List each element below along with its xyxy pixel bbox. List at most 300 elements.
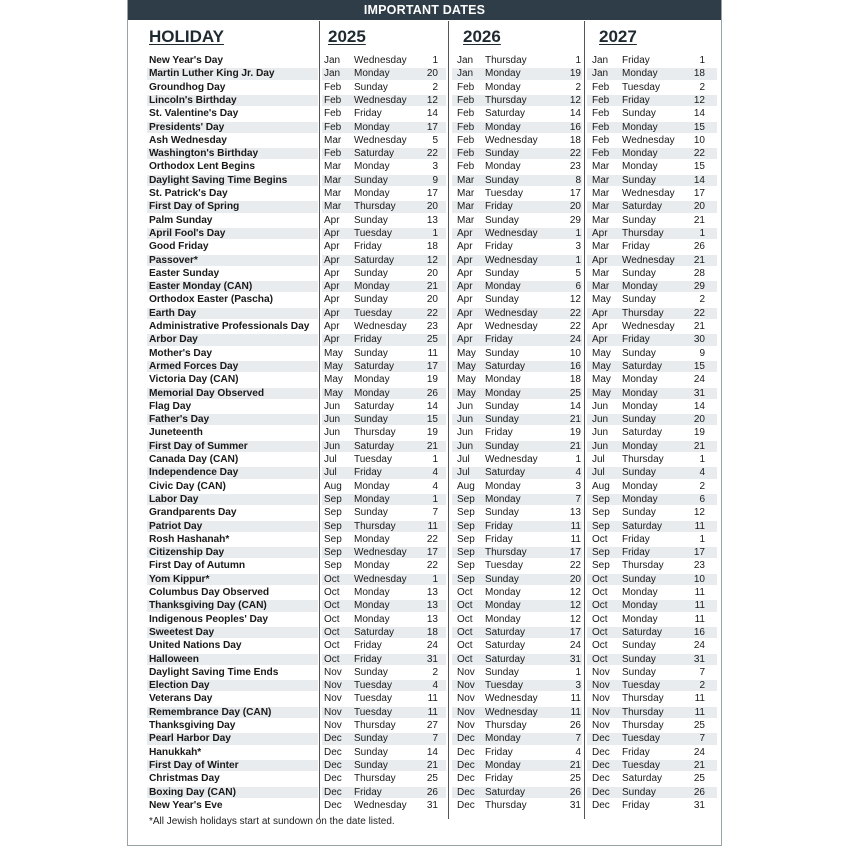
month-2027: Feb [592, 134, 610, 146]
day-2026: 4 [575, 746, 581, 758]
weekday-2027: Thursday [622, 720, 664, 731]
day-2026: 22 [569, 321, 581, 332]
month-2026: Apr [457, 307, 473, 319]
day-2027: 30 [693, 334, 705, 346]
day-2027: 11 [694, 693, 705, 705]
weekday-2027: Sunday [622, 666, 656, 678]
weekday-2027: Monday [622, 68, 658, 80]
month-2026: Jan [457, 68, 474, 80]
month-2026: Mar [457, 201, 475, 213]
day-2025: 1 [432, 55, 438, 66]
weekday-2025: Friday [354, 467, 382, 479]
holiday-name: United Nations Day [149, 640, 242, 652]
weekday-2027: Monday [622, 121, 658, 133]
month-2026: Jul [457, 467, 470, 479]
holiday-name: Palm Sunday [149, 214, 213, 226]
month-2025: Mar [324, 201, 342, 213]
month-2026: Dec [457, 746, 475, 758]
day-2025: 31 [426, 799, 438, 811]
weekday-2026: Wednesday [485, 706, 538, 718]
day-2027: 21 [693, 440, 705, 452]
day-2026: 7 [575, 493, 581, 505]
table-row [128, 134, 721, 147]
month-2026: Jul [457, 454, 470, 465]
table-row [128, 440, 721, 453]
weekday-2026: Sunday [485, 174, 519, 186]
table-row [128, 333, 721, 346]
holiday-name: First Day of Autumn [149, 560, 246, 572]
weekday-2027: Thursday [622, 693, 664, 705]
month-2026: Dec [457, 799, 475, 811]
day-2025: 14 [426, 400, 438, 412]
month-2026: Feb [457, 134, 475, 146]
weekday-2025: Friday [354, 334, 382, 346]
holiday-name: New Year's Eve [149, 799, 223, 811]
month-2025: Apr [324, 294, 340, 306]
month-2027: Nov [592, 706, 610, 718]
month-2027: Apr [592, 307, 608, 319]
day-2026: 24 [569, 640, 581, 652]
month-2025: Nov [324, 693, 342, 705]
month-2026: Apr [457, 227, 473, 239]
day-2025: 17 [426, 188, 438, 199]
holiday-name: Groundhog Day [149, 81, 226, 93]
month-2027: Feb [592, 121, 610, 133]
day-2025: 17 [426, 121, 438, 133]
table-row [128, 799, 721, 812]
weekday-2025: Monday [354, 493, 390, 505]
page-title: IMPORTANT DATES [128, 0, 721, 20]
weekday-2026: Saturday [485, 360, 526, 372]
holiday-name: Yom Kippur* [149, 573, 210, 585]
weekday-2027: Monday [622, 148, 658, 160]
weekday-2026: Friday [485, 533, 513, 545]
weekday-2027: Sunday [622, 573, 656, 585]
table-row [128, 719, 721, 732]
holiday-name: Canada Day (CAN) [149, 454, 239, 465]
month-2027: Jul [592, 467, 605, 479]
holiday-name: Passover* [149, 254, 198, 266]
day-2027: 10 [693, 573, 705, 585]
weekday-2027: Thursday [622, 706, 664, 718]
month-2025: Oct [324, 587, 340, 598]
month-2027: Mar [592, 281, 610, 293]
month-2027: Dec [592, 733, 610, 745]
month-2025: May [324, 360, 343, 372]
month-2026: Apr [457, 267, 473, 279]
day-2027: 24 [693, 746, 705, 758]
day-2027: 4 [699, 467, 705, 479]
weekday-2027: Sunday [622, 414, 656, 426]
holiday-name: Orthodox Lent Begins [149, 161, 255, 173]
weekday-2027: Tuesday [622, 81, 660, 93]
weekday-2026: Sunday [485, 267, 519, 279]
holiday-name: Good Friday [149, 241, 209, 253]
holiday-name: New Year's Day [149, 55, 224, 66]
day-2026: 21 [569, 440, 581, 452]
day-2027: 15 [693, 360, 705, 372]
day-2027: 19 [693, 427, 705, 439]
table-row [128, 307, 721, 320]
month-2027: May [592, 374, 611, 386]
day-2027: 15 [693, 121, 705, 133]
weekday-2026: Sunday [485, 294, 519, 306]
day-2025: 11 [427, 347, 438, 359]
day-2025: 1 [432, 573, 438, 585]
month-2027: Oct [592, 653, 608, 665]
month-2026: Oct [457, 587, 473, 598]
day-2026: 14 [569, 108, 581, 120]
month-2027: Oct [592, 640, 608, 652]
table-row [128, 147, 721, 160]
day-2025: 26 [426, 786, 438, 798]
month-2027: Feb [592, 148, 610, 160]
month-2026: Feb [457, 81, 475, 93]
month-2026: May [457, 374, 476, 386]
day-2026: 3 [575, 480, 581, 492]
weekday-2026: Monday [485, 759, 521, 771]
weekday-2025: Thursday [354, 427, 396, 439]
holiday-name: Father's Day [149, 414, 210, 426]
day-2027: 31 [693, 799, 705, 811]
weekday-2026: Tuesday [485, 560, 523, 572]
month-2025: May [324, 374, 343, 386]
day-2026: 11 [570, 706, 581, 718]
weekday-2025: Wednesday [354, 55, 407, 66]
weekday-2027: Saturday [622, 360, 663, 372]
day-2027: 21 [693, 254, 705, 266]
month-2027: Jan [592, 55, 609, 66]
month-2026: Feb [457, 121, 475, 133]
day-2026: 16 [569, 360, 581, 372]
weekday-2025: Sunday [354, 733, 388, 745]
weekday-2026: Sunday [485, 400, 519, 412]
day-2027: 15 [693, 161, 705, 173]
day-2025: 17 [426, 547, 438, 559]
table-row [128, 746, 721, 759]
weekday-2025: Wednesday [354, 799, 407, 811]
holiday-name: Boxing Day (CAN) [149, 786, 236, 798]
holiday-name: Patriot Day [149, 520, 203, 532]
month-2025: Nov [324, 720, 342, 731]
holiday-name: First Day of Summer [149, 440, 248, 452]
day-2027: 22 [693, 148, 705, 160]
month-2027: Aug [592, 480, 610, 492]
table-row [128, 453, 721, 466]
weekday-2026: Sunday [485, 507, 519, 519]
weekday-2026: Monday [485, 81, 521, 93]
month-2027: Apr [592, 227, 608, 239]
day-2027: 12 [693, 507, 705, 519]
weekday-2026: Monday [485, 613, 521, 625]
day-2025: 3 [432, 161, 438, 173]
month-2027: Dec [592, 773, 610, 785]
table-row [128, 533, 721, 546]
weekday-2027: Thursday [622, 307, 664, 319]
day-2027: 6 [699, 493, 705, 505]
month-2027: Feb [592, 108, 610, 120]
weekday-2027: Monday [622, 161, 658, 173]
day-2027: 31 [693, 387, 705, 399]
weekday-2025: Monday [354, 121, 390, 133]
month-2026: May [457, 360, 476, 372]
day-2027: 25 [693, 773, 705, 785]
month-2025: Apr [324, 214, 340, 226]
weekday-2026: Sunday [485, 347, 519, 359]
weekday-2027: Tuesday [622, 759, 660, 771]
month-2026: Mar [457, 174, 475, 186]
month-2027: Dec [592, 759, 610, 771]
weekday-2027: Monday [622, 613, 658, 625]
weekday-2026: Monday [485, 480, 521, 492]
table-row [128, 121, 721, 134]
month-2025: Dec [324, 759, 342, 771]
weekday-2026: Saturday [485, 640, 526, 652]
day-2025: 7 [432, 733, 438, 745]
weekday-2026: Monday [485, 600, 521, 612]
weekday-2025: Sunday [354, 347, 388, 359]
day-2025: 21 [426, 281, 438, 293]
holiday-name: Thanksgiving Day (CAN) [149, 600, 267, 612]
day-2026: 1 [575, 254, 581, 266]
month-2026: Oct [457, 626, 473, 638]
month-2027: Sep [592, 507, 610, 519]
weekday-2027: Monday [622, 387, 658, 399]
holiday-name: Administrative Professionals Day [149, 321, 310, 332]
day-2026: 17 [569, 188, 581, 199]
day-2026: 8 [575, 174, 581, 186]
day-2027: 14 [693, 174, 705, 186]
month-2027: Sep [592, 493, 610, 505]
day-2026: 20 [569, 201, 581, 213]
weekday-2027: Sunday [622, 653, 656, 665]
weekday-2025: Tuesday [354, 307, 392, 319]
day-2026: 21 [569, 759, 581, 771]
holiday-name: Earth Day [149, 307, 197, 319]
holiday-name: Mother's Day [149, 347, 212, 359]
day-2026: 12 [569, 600, 581, 612]
day-2025: 20 [426, 201, 438, 213]
day-2027: 18 [693, 68, 705, 80]
holiday-name: Indigenous Peoples' Day [149, 613, 269, 625]
day-2025: 17 [426, 360, 438, 372]
month-2026: Nov [457, 720, 475, 731]
table-row [128, 426, 721, 439]
day-2026: 31 [569, 653, 581, 665]
table-row [128, 626, 721, 639]
day-2025: 1 [432, 227, 438, 239]
month-2025: Apr [324, 227, 340, 239]
holiday-name: First Day of Spring [149, 201, 240, 213]
weekday-2027: Sunday [622, 507, 656, 519]
month-2027: Feb [592, 81, 610, 93]
month-2027: Dec [592, 786, 610, 798]
month-2025: Nov [324, 706, 342, 718]
day-2026: 12 [569, 587, 581, 598]
weekday-2026: Friday [485, 241, 513, 253]
weekday-2026: Monday [485, 68, 521, 80]
month-2027: Oct [592, 533, 608, 545]
day-2026: 16 [569, 121, 581, 133]
holiday-name: Grandparents Day [149, 507, 237, 519]
table-row [128, 466, 721, 479]
month-2026: Sep [457, 573, 475, 585]
weekday-2025: Thursday [354, 720, 396, 731]
month-2025: Apr [324, 321, 340, 332]
table-row [128, 293, 721, 306]
weekday-2026: Thursday [485, 94, 527, 106]
weekday-2025: Sunday [354, 174, 388, 186]
weekday-2025: Sunday [354, 746, 388, 758]
holiday-name: Hanukkah* [149, 746, 202, 758]
weekday-2026: Wednesday [485, 254, 538, 266]
day-2026: 14 [569, 400, 581, 412]
footnote: *All Jewish holidays start at sundown on the date listed. [149, 816, 395, 827]
day-2027: 1 [699, 55, 705, 66]
month-2026: Sep [457, 507, 475, 519]
month-2025: Dec [324, 786, 342, 798]
month-2026: Nov [457, 666, 475, 678]
holiday-name: Thanksgiving Day [149, 720, 236, 731]
holiday-name: Easter Sunday [149, 267, 220, 279]
day-2027: 28 [693, 267, 705, 279]
month-2027: May [592, 387, 611, 399]
month-2025: Feb [324, 81, 342, 93]
weekday-2027: Thursday [622, 560, 664, 572]
month-2025: Nov [324, 666, 342, 678]
month-2025: Oct [324, 640, 340, 652]
weekday-2027: Sunday [622, 294, 656, 306]
holiday-name: Memorial Day Observed [149, 387, 265, 399]
holiday-name: Christmas Day [149, 773, 220, 785]
month-2025: Sep [324, 493, 342, 505]
weekday-2027: Thursday [622, 454, 664, 465]
month-2026: Oct [457, 600, 473, 612]
month-2025: Apr [324, 241, 340, 253]
month-2026: May [457, 347, 476, 359]
weekday-2027: Friday [622, 799, 650, 811]
month-2026: Nov [457, 693, 475, 705]
weekday-2027: Saturday [622, 201, 663, 213]
day-2026: 22 [569, 307, 581, 319]
day-2025: 2 [432, 666, 438, 678]
weekday-2027: Sunday [622, 267, 656, 279]
weekday-2025: Sunday [354, 507, 388, 519]
holiday-name: April Fool's Day [149, 227, 226, 239]
day-2026: 2 [575, 81, 581, 93]
day-2025: 11 [427, 706, 438, 718]
weekday-2025: Sunday [354, 214, 388, 226]
table-row [128, 506, 721, 519]
holiday-name: Citizenship Day [149, 547, 225, 559]
table-row [128, 639, 721, 652]
holiday-name: Labor Day [149, 493, 199, 505]
weekday-2025: Friday [354, 241, 382, 253]
table-row [128, 546, 721, 559]
weekday-2027: Tuesday [622, 680, 660, 692]
holiday-name: St. Valentine's Day [149, 108, 239, 120]
table-row [128, 559, 721, 572]
month-2027: May [592, 347, 611, 359]
day-2026: 18 [569, 134, 581, 146]
day-2027: 31 [693, 653, 705, 665]
day-2027: 17 [693, 547, 705, 559]
day-2027: 14 [693, 400, 705, 412]
weekday-2025: Wednesday [354, 94, 407, 106]
day-2026: 19 [569, 427, 581, 439]
table-row [128, 54, 721, 67]
day-2025: 5 [432, 134, 438, 146]
day-2025: 21 [426, 759, 438, 771]
day-2026: 26 [569, 720, 581, 731]
weekday-2026: Sunday [485, 414, 519, 426]
day-2025: 22 [426, 148, 438, 160]
day-2026: 1 [575, 55, 581, 66]
holiday-name: Civic Day (CAN) [149, 480, 226, 492]
day-2027: 16 [693, 626, 705, 638]
month-2025: Dec [324, 799, 342, 811]
day-2025: 13 [426, 214, 438, 226]
weekday-2026: Wednesday [485, 693, 538, 705]
table-row [128, 373, 721, 386]
month-2026: Apr [457, 241, 473, 253]
weekday-2026: Sunday [485, 440, 519, 452]
weekday-2025: Saturday [354, 626, 395, 638]
weekday-2026: Sunday [485, 148, 519, 160]
month-2025: Apr [324, 307, 340, 319]
month-2025: May [324, 387, 343, 399]
month-2025: Oct [324, 600, 340, 612]
month-2027: Jul [592, 454, 605, 465]
day-2025: 4 [432, 467, 438, 479]
holiday-name: Juneteenth [149, 427, 203, 439]
weekday-2025: Sunday [354, 759, 388, 771]
month-2026: Sep [457, 493, 475, 505]
holiday-name: St. Patrick's Day [149, 188, 228, 199]
day-2027: 1 [699, 454, 705, 465]
weekday-2025: Sunday [354, 267, 388, 279]
month-2025: Feb [324, 94, 342, 106]
table-row [128, 107, 721, 120]
month-2027: Feb [592, 94, 610, 106]
table-row [128, 480, 721, 493]
month-2026: Oct [457, 653, 473, 665]
day-2026: 31 [569, 799, 581, 811]
day-2025: 22 [426, 533, 438, 545]
weekday-2026: Wednesday [485, 307, 538, 319]
weekday-2027: Saturday [622, 626, 663, 638]
holiday-name: Rosh Hashanah* [149, 533, 230, 545]
month-2025: Jul [324, 454, 337, 465]
weekday-2027: Sunday [622, 174, 656, 186]
month-2025: May [324, 347, 343, 359]
weekday-2025: Monday [354, 600, 390, 612]
month-2027: May [592, 360, 611, 372]
month-2025: Sep [324, 507, 342, 519]
day-2027: 2 [699, 680, 705, 692]
weekday-2025: Wednesday [354, 134, 407, 146]
day-2027: 9 [699, 347, 705, 359]
table-row [128, 586, 721, 599]
weekday-2027: Saturday [622, 773, 663, 785]
weekday-2025: Monday [354, 68, 390, 80]
day-2027: 11 [694, 520, 705, 532]
weekday-2025: Wednesday [354, 573, 407, 585]
weekday-2027: Wednesday [622, 188, 675, 199]
table-row [128, 347, 721, 360]
weekday-2027: Sunday [622, 467, 656, 479]
weekday-2025: Monday [354, 161, 390, 173]
